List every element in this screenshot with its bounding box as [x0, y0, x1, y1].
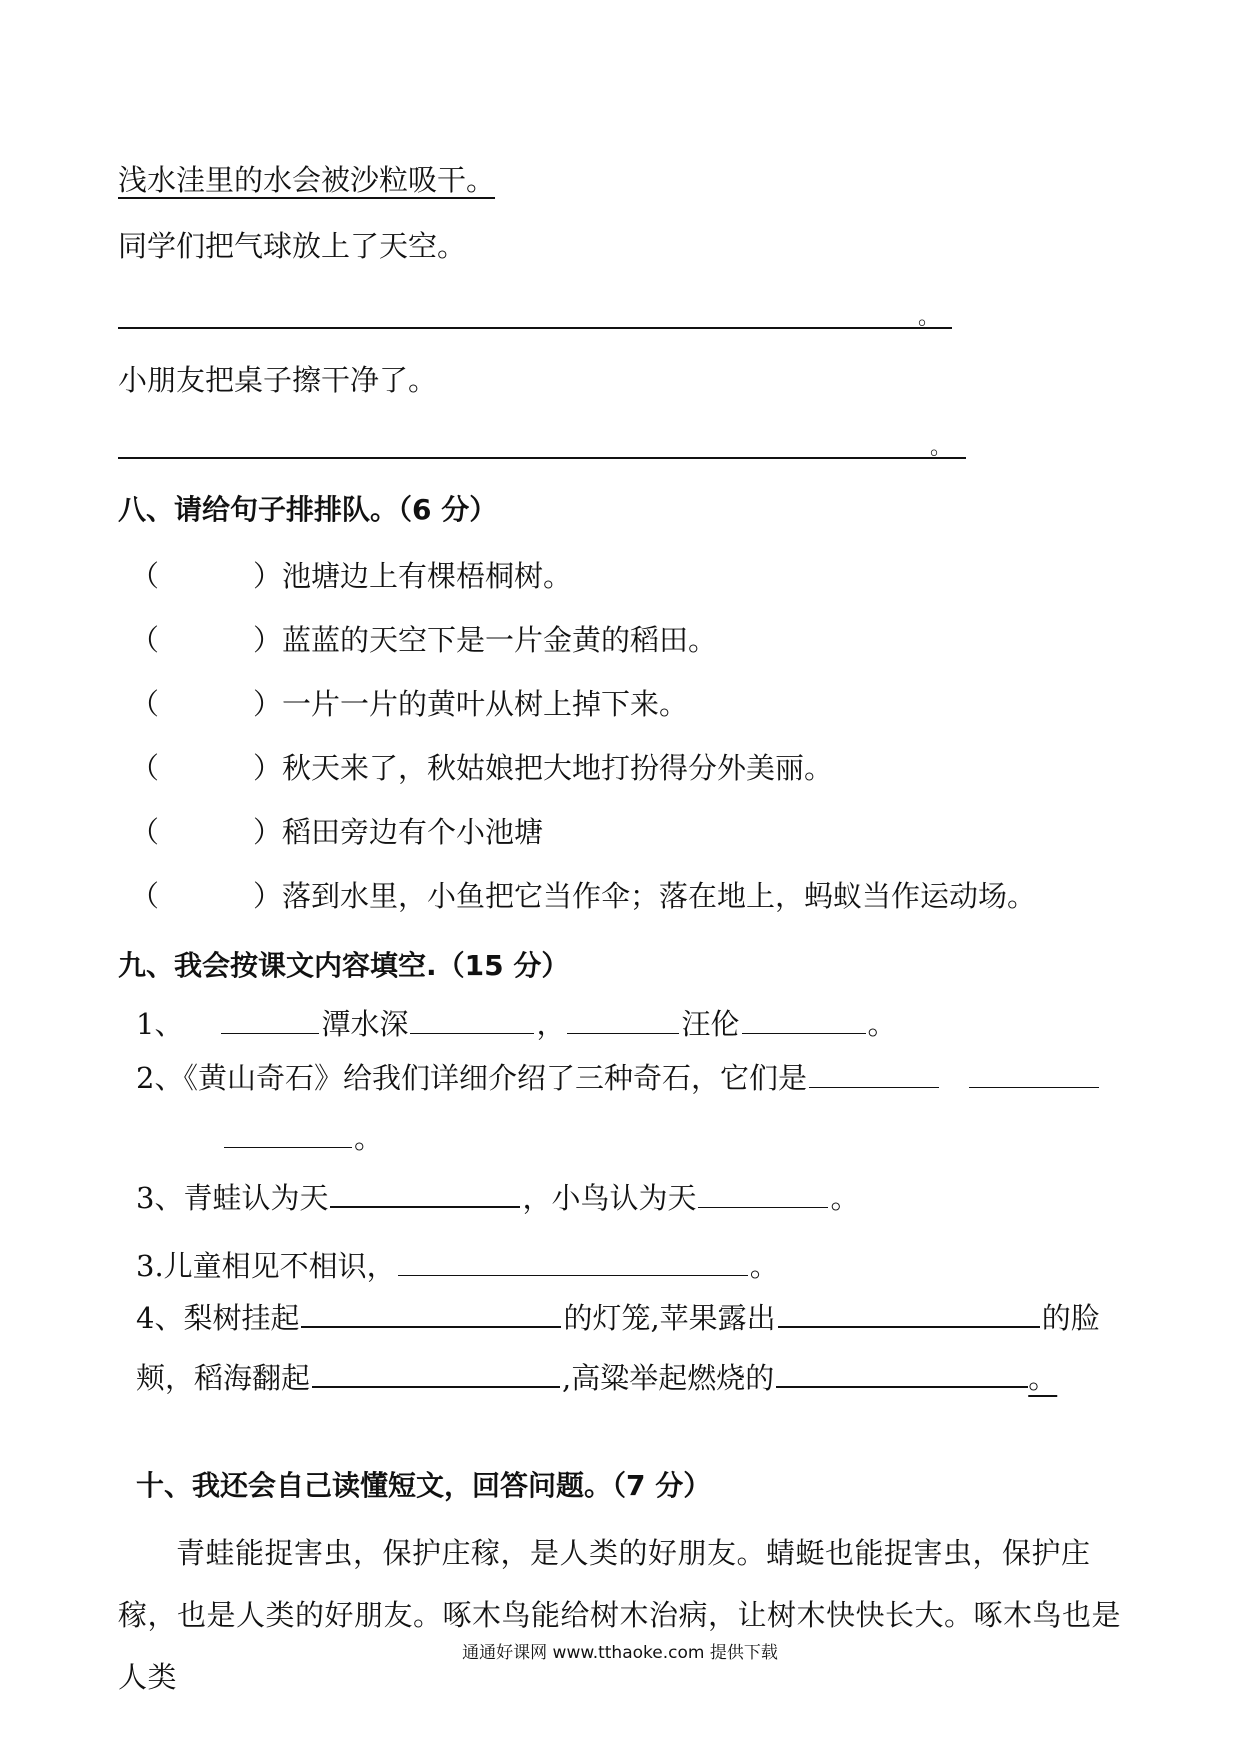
fill-blank [809, 1087, 939, 1088]
answer-line-2 [118, 457, 966, 459]
fill-blank [567, 1033, 679, 1034]
question-text: 潭水深 [321, 1007, 409, 1041]
fill-blank [398, 1275, 748, 1276]
close-paren: ） [253, 879, 283, 913]
close-paren: ） [253, 559, 283, 593]
question-number: 1、 [136, 1007, 184, 1041]
question-text: 。 [354, 1121, 384, 1155]
fill-question-3b [136, 1246, 779, 1286]
question-text: ,高粱举起燃烧的 [562, 1361, 775, 1395]
fill-blank [221, 1033, 319, 1034]
ordering-item-text: 蓝蓝的天空下是一片金黄的稻田。 [282, 623, 718, 657]
open-paren: （ [130, 751, 160, 785]
fill-blank [410, 1033, 534, 1034]
fill-blank [776, 1386, 1028, 1388]
answer-line-1-end: 。 [918, 305, 941, 330]
section-10-heading: 十、我还会自己读懂短文，回答问题。（7 分） [136, 1469, 712, 1502]
ordering-item [130, 620, 717, 660]
fill-question-3 [136, 1178, 860, 1218]
ordering-item-text: 稻田旁边有个小池塘 [282, 815, 544, 849]
question-text: 青蛙认为天 [183, 1181, 329, 1215]
fill-blank [969, 1087, 1099, 1088]
question-text: 的灯笼,苹果露出 [563, 1301, 776, 1335]
fill-blank [224, 1147, 352, 1148]
question-number: 4、 [136, 1301, 184, 1335]
ordering-item-text: 池塘边上有棵梧桐树。 [282, 559, 573, 593]
close-paren: ） [253, 687, 283, 721]
answer-line-2-end: 。 [930, 435, 953, 460]
close-paren: ） [253, 623, 283, 657]
question-text: 。 [1028, 1361, 1058, 1395]
open-paren: （ [130, 687, 160, 721]
question-text: 汪伦 [681, 1007, 740, 1041]
ordering-item [130, 556, 572, 596]
page-footer: 通通好课网 www.tthaoke.com 提供下载 [462, 1643, 778, 1663]
ordering-item [130, 812, 543, 852]
open-paren: （ [130, 623, 160, 657]
question-text: ，小鸟认为天 [522, 1181, 697, 1215]
section-9-heading: 九、我会按课文内容填空.（15 分） [118, 949, 570, 982]
fill-blank [330, 1206, 520, 1208]
fill-question-2-cont [222, 1118, 383, 1158]
answer-example: 浅水洼里的水会被沙粒吸干。 [118, 163, 496, 197]
fill-question-1 [136, 1004, 897, 1044]
question-text: 《黄山奇石》给我们详细介绍了三种奇石，它们是 [183, 1061, 807, 1095]
question-number: 3、 [136, 1181, 184, 1215]
rewrite-question-1: 同学们把气球放上了天空。 [118, 229, 467, 263]
question-text: 颊，稻海翻起 [136, 1361, 311, 1395]
fill-blank [312, 1386, 560, 1388]
fill-blank [742, 1033, 866, 1034]
ordering-item-text: 一片一片的黄叶从树上掉下来。 [282, 687, 689, 721]
question-text: 的脸 [1041, 1301, 1100, 1335]
open-paren: （ [130, 559, 160, 593]
question-text: 梨树挂起 [183, 1301, 300, 1335]
section-8-heading: 八、请给句子排排队。（6 分） [118, 493, 498, 526]
open-paren: （ [130, 815, 160, 849]
ordering-item [130, 876, 1036, 916]
reading-passage: 青蛙能捉害虫，保护庄稼，是人类的好朋友。蜻蜓也能捉害虫，保护庄稼，也是人类的好朋友。啄木鸟能给树木治病，让树木快快长大。啄木鸟也是人类 [118, 1536, 1122, 1694]
fill-question-2 [136, 1058, 1101, 1098]
close-paren: ） [253, 815, 283, 849]
fill-question-4-cont [136, 1358, 1057, 1398]
rewrite-question-2: 小朋友把桌子擦干净了。 [118, 363, 438, 397]
answer-line-1 [118, 327, 952, 329]
question-text: 。 [830, 1181, 860, 1215]
fill-blank [301, 1326, 561, 1328]
question-number: 2、 [136, 1061, 184, 1095]
ordering-item-text: 秋天来了，秋姑娘把大地打扮得分外美丽。 [282, 751, 834, 785]
fill-question-4 [136, 1298, 1100, 1338]
close-paren: ） [253, 751, 283, 785]
question-text: 。 [867, 1007, 897, 1041]
ordering-item-text: 落到水里，小鱼把它当作伞；落在地上，蚂蚁当作运动场。 [282, 879, 1037, 913]
ordering-item [130, 684, 688, 724]
ordering-item [130, 748, 833, 788]
open-paren: （ [130, 879, 160, 913]
question-text: 。 [749, 1249, 779, 1283]
question-number: 3. [136, 1249, 164, 1283]
fill-blank [778, 1326, 1040, 1328]
question-text: ， [536, 1007, 566, 1041]
fill-blank [698, 1207, 828, 1208]
question-text: 儿童相见不相识， [163, 1249, 396, 1283]
